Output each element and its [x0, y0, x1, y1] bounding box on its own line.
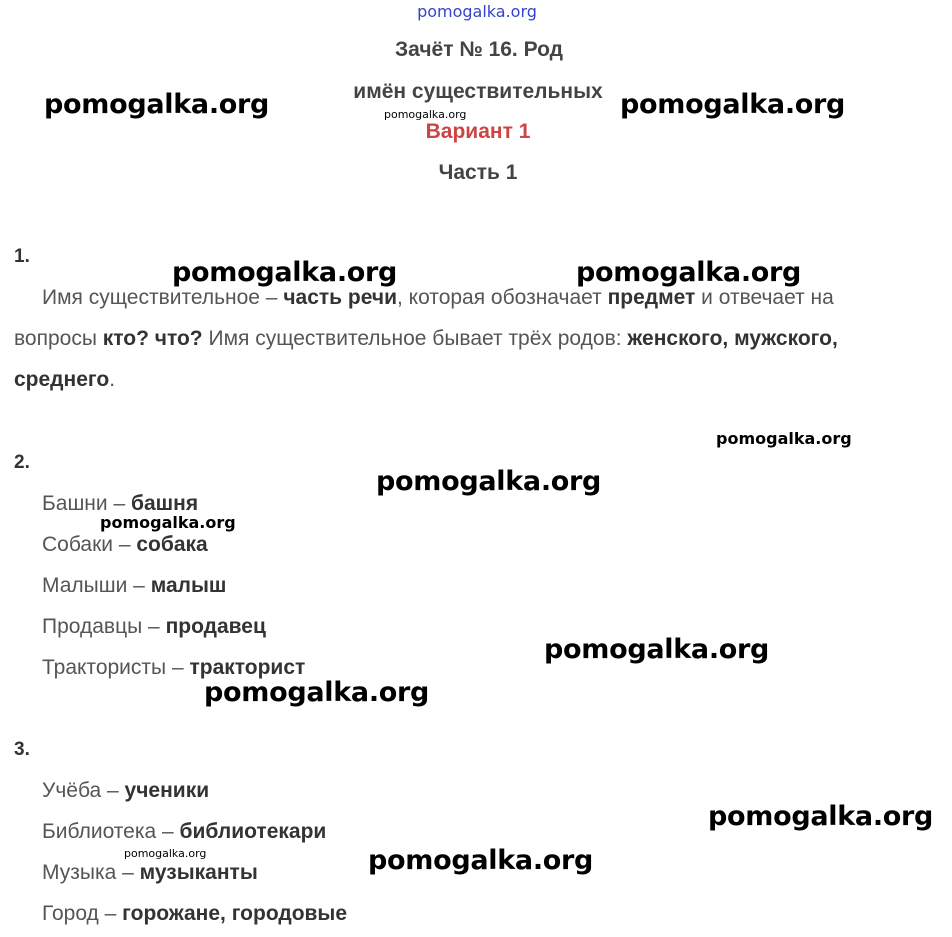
section-3-item: Учёба – ученики [42, 779, 210, 802]
section-1-line-2: вопросы кто? что? Имя существительное бывает трёх родов: женского, мужского, [14, 327, 838, 350]
section-1-line-3: среднего. [14, 368, 116, 391]
watermark: pomogalka.org [376, 466, 602, 497]
watermark: pomogalka.org [204, 677, 430, 708]
section-1-number: 1. [14, 246, 30, 267]
section-3-item: Музыка – музыканты [42, 861, 258, 884]
page-subtitle: имён существительных [353, 80, 603, 103]
watermark: pomogalka.org [368, 845, 594, 876]
watermark: pomogalka.org [172, 257, 398, 288]
watermark: pomogalka.org [124, 847, 207, 860]
section-2-item: Трактористы – тракторист [42, 656, 306, 679]
section-1-line-1: Имя существительное – часть речи, которая обозначает предмет и отвечает на [42, 286, 834, 309]
watermark: pomogalka.org [576, 257, 802, 288]
watermark: pomogalka.org [544, 634, 770, 665]
section-3-number: 3. [14, 739, 30, 760]
section-2-item: Собаки – собака [42, 533, 208, 556]
section-2-item: Продавцы – продавец [42, 615, 266, 638]
section-3-item: Библиотека – библиотекари [42, 820, 327, 843]
page-title: Зачёт № 16. Род [395, 38, 563, 61]
watermark: pomogalka.org [44, 89, 270, 120]
variant-label: Вариант 1 [425, 120, 531, 143]
watermark: pomogalka.org [620, 89, 846, 120]
watermark: pomogalka.org [100, 513, 236, 532]
watermark-top: pomogalka.org [417, 2, 537, 21]
watermark: pomogalka.org [716, 429, 852, 448]
part-label: Часть 1 [438, 161, 518, 184]
section-2-item: Малыши – малыш [42, 574, 227, 597]
watermark: pomogalka.org [384, 108, 467, 121]
watermark: pomogalka.org [708, 801, 934, 832]
section-3-item: Город – горожане, городовые [42, 902, 348, 925]
section-2-number: 2. [14, 452, 30, 473]
section-2-item: Башни – башня [42, 492, 199, 515]
